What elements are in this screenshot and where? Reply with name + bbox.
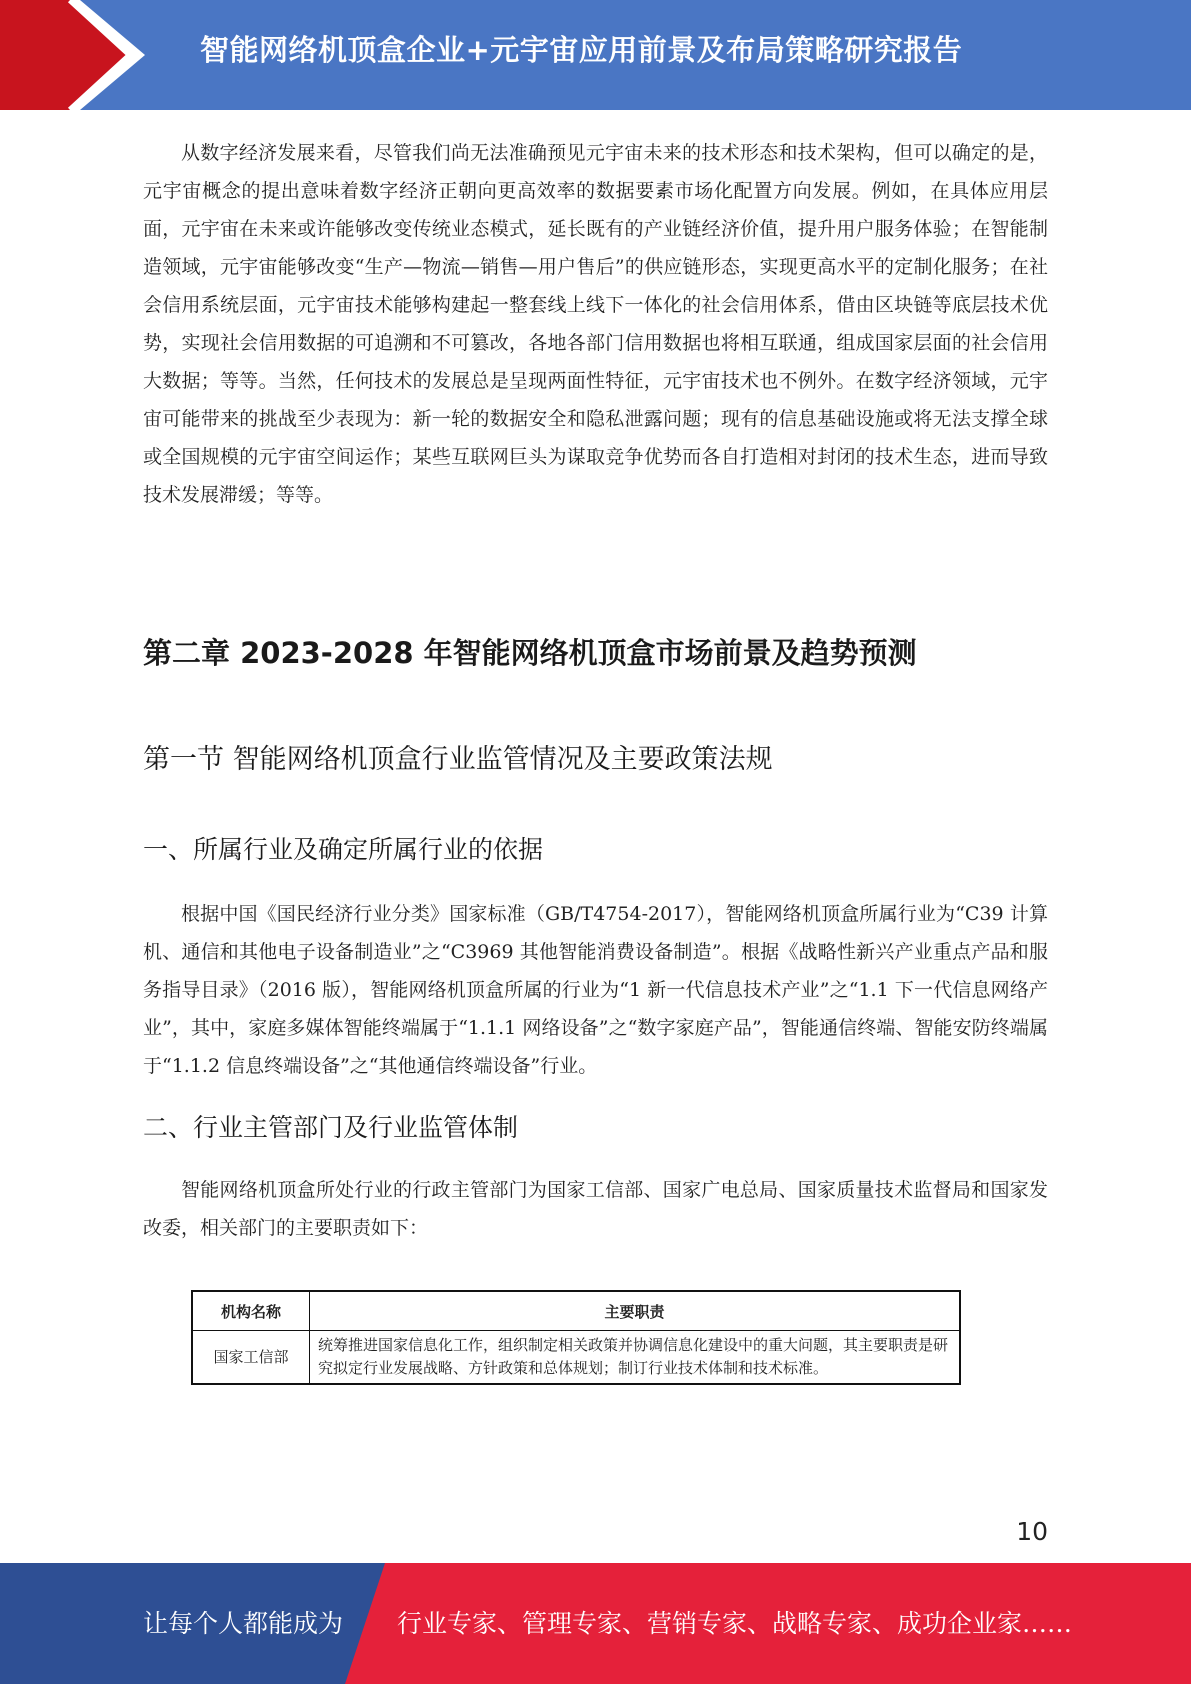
section-title: 第一节 智能网络机顶盒行业监管情况及主要政策法规 (143, 744, 773, 775)
footer-slogan-right: 行业专家、管理专家、营销专家、战略专家、成功企业家…… (397, 1609, 1073, 1638)
table-header-agency: 机构名称 (192, 1291, 310, 1331)
industry-classification-paragraph: 根据中国《国民经济行业分类》国家标准（GB/T4754-2017），智能网络机顶盒所属行业为“C39 计算机、通信和其他电子设备制造业”之“C3969 其他智能消费设备制造”。根据《战略性新兴产业重点产品和服务指导目录》（2016 版），智能网络机顶盒所属的行业为“1 新一代信息技术产业”之“1.1 下一代信息网络产业”，其中，家庭多媒体智能终端属于“1.1.1 网络设备”之“数字家庭产品”，智能通信终端、智能安防终端属于“1.1.2 信息终端设备”之“其他通信终端设备”行业。 (143, 903, 1048, 1077)
regulatory-paragraph: 智能网络机顶盒所处行业的行政主管部门为国家工信部、国家广电总局、国家质量技术监督局和国家发改委，相关部门的主要职责如下： (143, 1179, 1048, 1239)
table-cell-agency: 国家工信部 (192, 1331, 310, 1385)
header-banner (0, 0, 1191, 110)
page-number: 10 (1016, 1517, 1048, 1546)
table-row (192, 1331, 960, 1385)
chapter-title: 第二章 2023-2028 年智能网络机顶盒市场前景及趋势预测 (143, 636, 917, 670)
intro-paragraph: 从数字经济发展来看，尽管我们尚无法准确预见元宇宙未来的技术形态和技术架构，但可以确定的是，元宇宙概念的提出意味着数字经济正朝向更高效率的数据要素市场化配置方向发展。例如，在具体应用层面，元宇宙在未来或许能够改变传统业态模式，延长既有的产业链经济价值，提升用户服务体验；在智能制造领域，元宇宙能够改变“生产—物流—销售—用户售后”的供应链形态，实现更高水平的定制化服务；在社会信用系统层面，元宇宙技术能够构建起一整套线上线下一体化的社会信用体系，借由区块链等底层技术优势，实现社会信用数据的可追溯和不可篡改，各地各部门信用数据也将相互联通，组成国家层面的社会信用大数据；等等。当然，任何技术的发展总是呈现两面性特征，元宇宙技术也不例外。在数字经济领域，元宇宙可能带来的挑战至少表现为：新一轮的数据安全和隐私泄露问题；现有的信息基础设施或将无法支撑全球或全国规模的元宇宙空间运作；某些互联网巨头为谋取竞争优势而各自打造相对封闭的技术生态，进而导致技术发展滞缓；等等。 (143, 142, 1048, 506)
table-header-duty: 主要职责 (310, 1291, 961, 1331)
table-header-row (192, 1291, 960, 1331)
report-title: 智能网络机顶盒企业+元宇宙应用前景及布局策略研究报告 (200, 33, 963, 67)
subsection-title-1: 一、所属行业及确定所属行业的依据 (143, 835, 544, 864)
subsection-title-2: 二、行业主管部门及行业监管体制 (143, 1113, 519, 1142)
agency-duty-table (191, 1290, 961, 1385)
table-cell-duty: 统筹推进国家信息化工作，组织制定相关政策并协调信息化建设中的重大问题，其主要职责是研究拟定行业发展战略、方针政策和总体规划；制订行业技术体制和技术标准。 (310, 1331, 961, 1385)
footer-slogan-left: 让每个人都能成为 (143, 1609, 344, 1638)
footer-banner (0, 1563, 1191, 1684)
